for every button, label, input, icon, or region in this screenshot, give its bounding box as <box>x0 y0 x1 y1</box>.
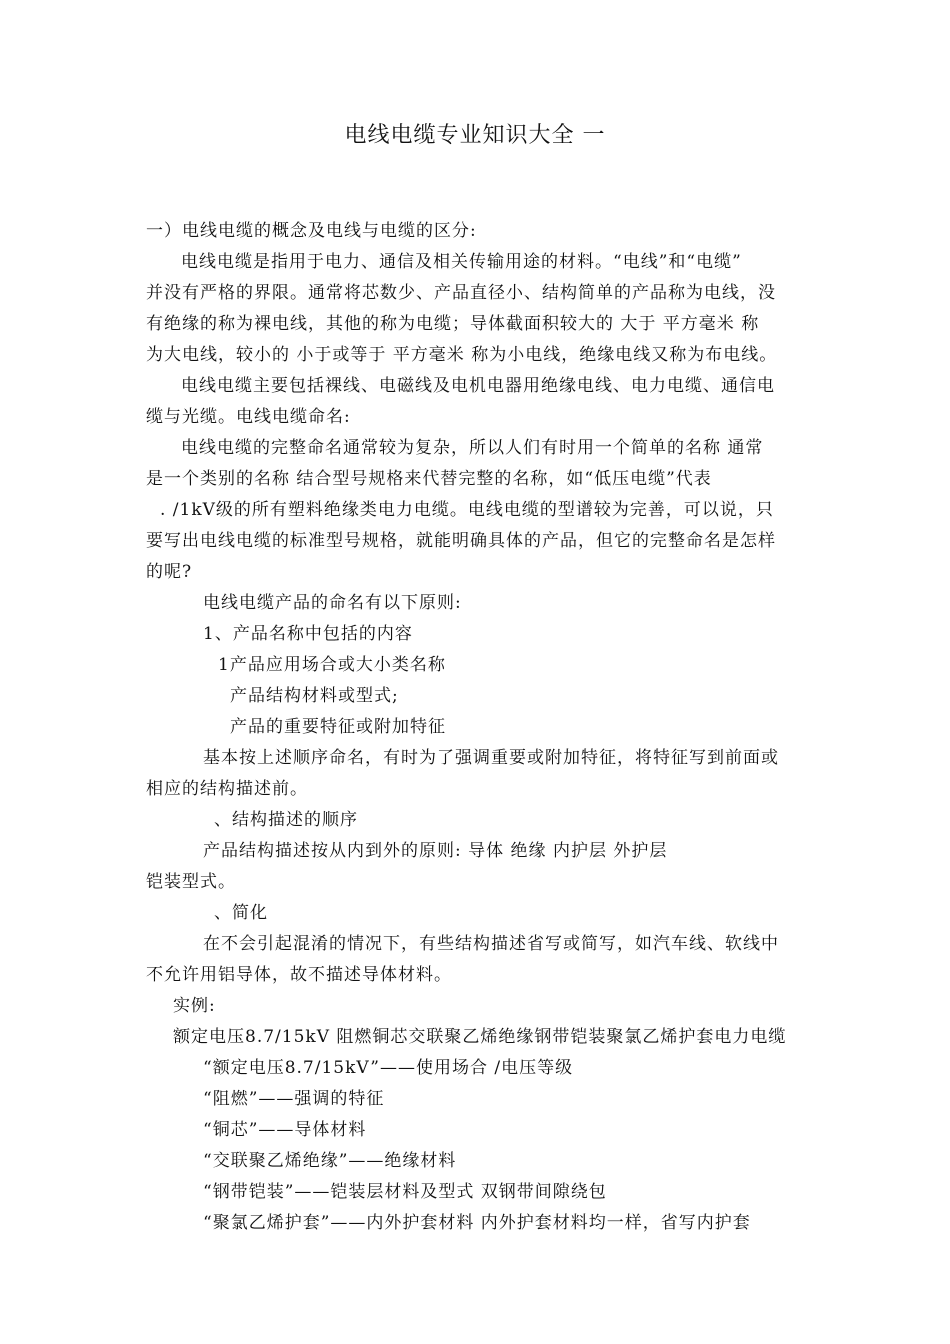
paragraph-line: 电线电缆的完整命名通常较为复杂，所以人们有时用一个简单的名称 通常 <box>181 438 764 458</box>
list-item: 产品的重要特征或附加特征 <box>230 717 446 737</box>
section-heading: 一）电线电缆的概念及电线与电缆的区分: <box>146 221 477 241</box>
paragraph-line: 基本按上述顺序命名，有时为了强调重要或附加特征，将特征写到前面或 <box>203 748 779 768</box>
list-item: 1产品应用场合或大小类名称 <box>218 655 446 675</box>
list-heading: 、结构描述的顺序 <box>214 810 358 830</box>
paragraph-line: 电线电缆主要包括裸线、电磁线及电机电器用绝缘电线、电力电缆、通信电 <box>181 376 775 396</box>
paragraph-line: 并没有严格的界限。通常将芯数少、产品直径小、结构简单的产品称为电线，没 <box>146 283 776 303</box>
page-title: 电线电缆专业知识大全 一 <box>344 123 606 148</box>
paragraph-line: 产品结构描述按从内到外的原则: 导体 绝缘 内护层 外护层 <box>203 841 668 861</box>
example-line: 额定电压8.7/15kV 阻燃铜芯交联聚乙烯绝缘钢带铠装聚氯乙烯护套电力电缆 <box>173 1027 787 1047</box>
paragraph-line: 在不会引起混淆的情况下，有些结构描述省写或简写，如汽车线、软线中 <box>203 934 779 954</box>
paragraph-line: 是一个类别的名称 结合型号规格来代替完整的名称，如“低压电缆”代表 <box>146 469 712 489</box>
example-line: “阻燃”——强调的特征 <box>203 1089 385 1109</box>
example-line: “额定电压8.7/15kV”——使用场合 /电压等级 <box>203 1058 574 1078</box>
paragraph-line: 相应的结构描述前。 <box>146 779 308 799</box>
paragraph-line: 不允许用铝导体，故不描述导体材料。 <box>146 965 452 985</box>
paragraph-line: 要写出电线电缆的标准型号规格，就能明确具体的产品，但它的完整命名是怎样 <box>146 531 776 551</box>
paragraph-line: 铠装型式。 <box>146 872 236 892</box>
paragraph-line: 的呢? <box>146 562 193 582</box>
paragraph-line: 电线电缆产品的命名有以下原则: <box>203 593 462 613</box>
paragraph-line: 有绝缘的称为裸电线，其他的称为电缆；导体截面积较大的 大于 平方毫米 称 <box>146 314 760 334</box>
example-line: “钢带铠装”——铠装层材料及型式 双钢带间隙绕包 <box>203 1182 607 1202</box>
paragraph-line: 电线电缆是指用于电力、通信及相关传输用途的材料。“电线”和“电缆” <box>181 252 742 272</box>
list-heading: 1、产品名称中包括的内容 <box>203 624 413 644</box>
example-line: “铜芯”——导体材料 <box>203 1120 367 1140</box>
example-line: “交联聚乙烯绝缘”——绝缘材料 <box>203 1151 457 1171</box>
example-line: “聚氯乙烯护套”——内外护套材料 内外护套材料均一样，省写内护套 <box>203 1213 751 1233</box>
paragraph-line: 缆与光缆。电线电缆命名: <box>146 407 351 427</box>
paragraph-line: . /1kV级的所有塑料绝缘类电力电缆。电线电缆的型谱较为完善，可以说，只 <box>160 500 774 520</box>
paragraph-line: 为大电线，较小的 小于或等于 平方毫米 称为小电线，绝缘电线又称为布电线。 <box>146 345 778 365</box>
list-heading: 、简化 <box>214 903 268 923</box>
example-heading: 实例: <box>173 996 216 1016</box>
list-item: 产品结构材料或型式; <box>230 686 399 706</box>
